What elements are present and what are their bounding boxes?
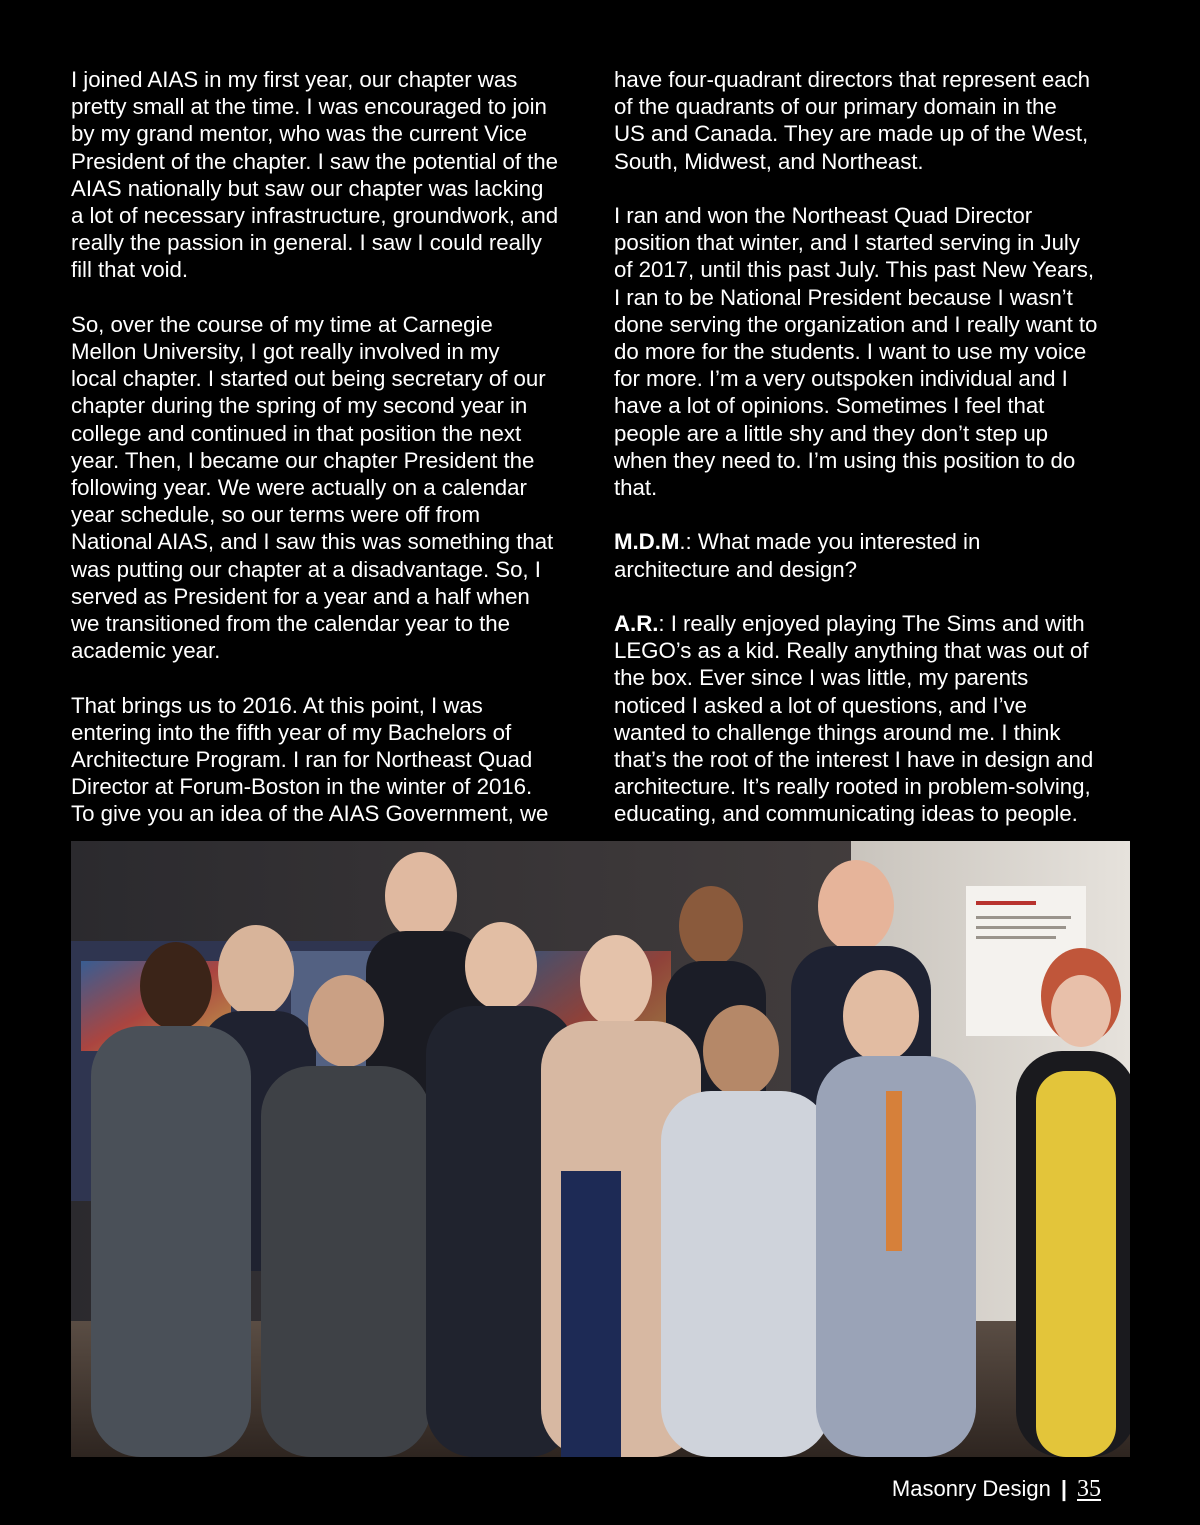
- text-line: National AIAS, and I saw this was something that: [71, 529, 554, 555]
- text-line: pretty small at the time. I was encouraged to join: [71, 94, 547, 120]
- text-line: really the passion in general. I saw I could really: [71, 230, 542, 256]
- right-column: [614, 66, 1144, 828]
- text-line: architecture and design?: [614, 556, 857, 582]
- text-line: Architecture Program. I ran for Northeast Quad: [71, 747, 533, 773]
- text-line: noticed I asked a lot of questions, and I’ve: [614, 692, 1028, 718]
- text-line: have a lot of opinions. Sometimes I feel that: [614, 393, 1045, 419]
- interviewee-initials: A.R.: [614, 611, 659, 637]
- text-line: following year. We were actually on a calendar: [71, 475, 527, 501]
- text-line: done serving the organization and I really want to: [614, 311, 1098, 337]
- group-photo-illustration: [71, 841, 1130, 1457]
- publication-name: Masonry Design: [891, 1476, 1051, 1501]
- text-line: That brings us to 2016. At this point, I was: [71, 692, 483, 718]
- text-line: I joined AIAS in my first year, our chapter was: [71, 67, 518, 92]
- text-line: of the quadrants of our primary domain in the: [614, 94, 1057, 120]
- text-line: fill that void.: [71, 257, 188, 283]
- interviewer-initials: M.D.M: [614, 529, 680, 555]
- text-line: architecture. It’s really rooted in problem-solving,: [614, 774, 1091, 800]
- text-line: for more. I’m a very outspoken individual and I: [614, 366, 1068, 392]
- text-line: Mellon University, I got really involved in my: [71, 339, 500, 365]
- answer-paragraph: [614, 610, 1144, 828]
- paragraph: [71, 692, 599, 828]
- text-line: US and Canada. They are made up of the West,: [614, 121, 1089, 147]
- footer-separator: |: [1060, 1476, 1067, 1501]
- paragraph: [614, 66, 1144, 175]
- text-line: was putting our chapter at a disadvantage. So, I: [71, 556, 541, 582]
- text-line: President of the chapter. I saw the potential of the: [71, 148, 559, 174]
- text-line: [614, 610, 1144, 637]
- text-line: position that winter, and I started serving in July: [614, 230, 1080, 256]
- text-line: local chapter. I started out being secretary of our: [71, 366, 546, 392]
- left-column: [71, 66, 599, 828]
- text-line: do more for the students. I want to use my voice: [614, 339, 1087, 365]
- text-line: LEGO’s as a kid. Really anything that was out of: [614, 638, 1089, 664]
- page-number: 35: [1077, 1476, 1101, 1502]
- text-line: people are a little shy and they don’t step up: [614, 420, 1049, 446]
- text-line: served as President for a year and a half when: [71, 583, 530, 609]
- text-line: South, Midwest, and Northeast.: [614, 148, 924, 174]
- text-line: that’s the root of the interest I have in design and: [614, 747, 1094, 773]
- text-line: chapter during the spring of my second year in: [71, 393, 528, 419]
- answer-text: : I really enjoyed playing The Sims and with: [658, 611, 1085, 637]
- text-line: we transitioned from the calendar year to the: [71, 611, 510, 637]
- question-text: .: What made you interested in: [679, 529, 981, 555]
- text-line: I ran to be National President because I wasn’t: [614, 284, 1073, 310]
- text-line: the box. Ever since I was little, my parents: [614, 665, 1029, 691]
- text-line: of 2017, until this past July. This past New Years,: [614, 257, 1094, 283]
- text-line: educating, and communicating ideas to people.: [614, 801, 1078, 827]
- text-line: a lot of necessary infrastructure, groundwork, and: [71, 203, 559, 229]
- text-line: wanted to challenge things around me. I think: [614, 719, 1061, 745]
- page-footer: [892, 1474, 1101, 1504]
- text-line: [614, 528, 1144, 555]
- text-line: that.: [614, 475, 658, 501]
- text-line: academic year.: [71, 638, 221, 664]
- text-line: by my grand mentor, who was the current Vice: [71, 121, 527, 147]
- group-photo: [71, 841, 1130, 1457]
- text-line: To give you an idea of the AIAS Government, we: [71, 801, 549, 827]
- text-line: year. Then, I became our chapter President the: [71, 447, 535, 473]
- paragraph: [71, 311, 599, 665]
- text-line: year schedule, so our terms were off from: [71, 502, 480, 528]
- text-line: Director at Forum-Boston in the winter of 2016.: [71, 774, 533, 800]
- question-paragraph: [614, 528, 1144, 582]
- text-line: I ran and won the Northeast Quad Director: [614, 203, 1033, 228]
- text-line: when they need to. I’m using this position to do: [614, 447, 1076, 473]
- text-line: have four-quadrant directors that represent each: [614, 67, 1091, 92]
- text-line: AIAS nationally but saw our chapter was lacking: [71, 175, 544, 201]
- text-line: entering into the fifth year of my Bachelors of: [71, 719, 512, 745]
- paragraph: [71, 66, 599, 284]
- text-line: college and continued in that position the next: [71, 420, 522, 446]
- paragraph: [614, 202, 1144, 501]
- text-line: So, over the course of my time at Carnegie: [71, 311, 493, 337]
